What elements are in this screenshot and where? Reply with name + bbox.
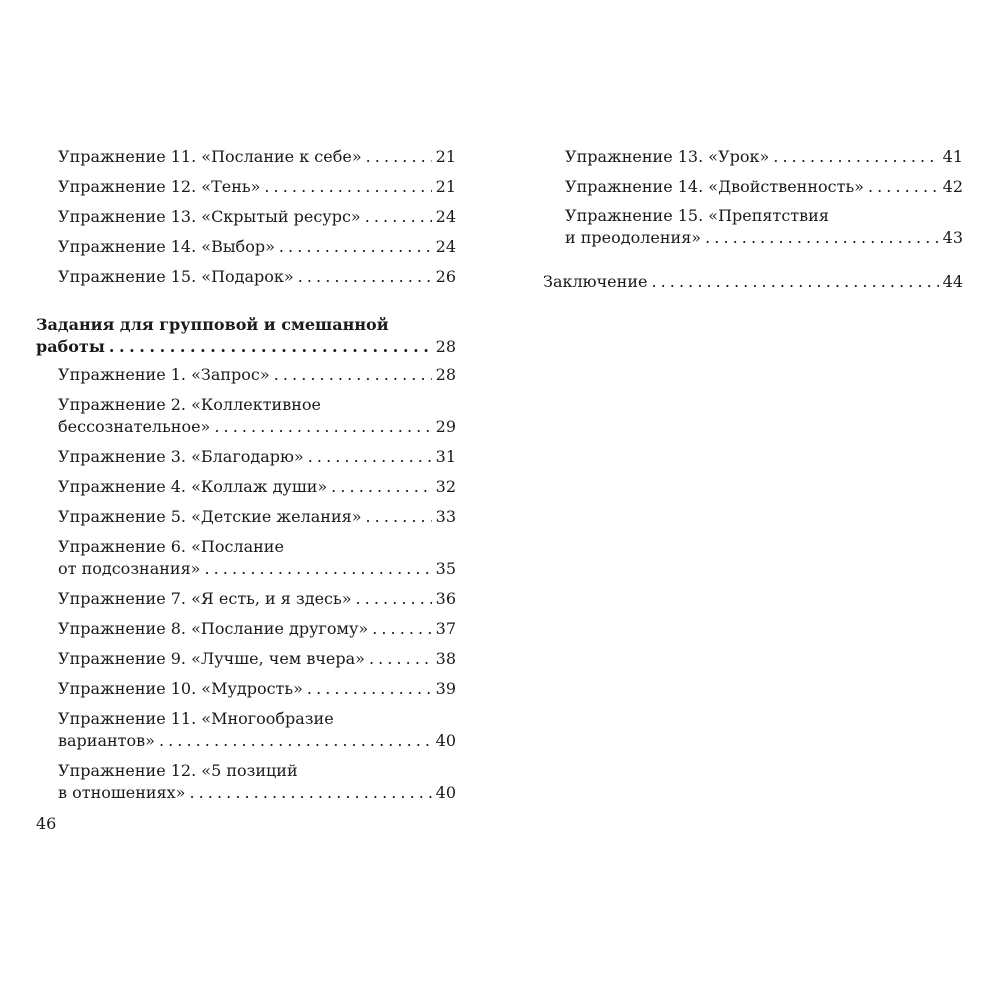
- toc-entry: [565, 205, 963, 249]
- toc-entry: [58, 394, 456, 438]
- toc-entry: [58, 364, 456, 386]
- toc-page-number: 21: [435, 177, 456, 196]
- toc-entry: [58, 446, 456, 468]
- toc-page-number: 21: [435, 147, 456, 166]
- dot-leader: [189, 782, 431, 804]
- dot-leader: [868, 176, 939, 198]
- toc-entry-title: бессознательное»: [58, 417, 211, 436]
- toc-entry-title: Задания для групповой и смешанной: [36, 315, 389, 334]
- dot-leader: [204, 558, 431, 580]
- toc-entry-title: Упражнение 4. «Коллаж души»: [58, 477, 328, 496]
- toc-entry-title: Упражнение 11. «Послание к себе»: [58, 147, 362, 166]
- toc-page-number: 33: [435, 507, 456, 526]
- toc-entry-title: Упражнение 13. «Урок»: [565, 147, 770, 166]
- toc-entry: [58, 206, 456, 228]
- toc-entry: [58, 536, 456, 580]
- toc-entry: [58, 678, 456, 700]
- toc-entry: [58, 760, 456, 804]
- dot-leader: [356, 588, 432, 610]
- toc-entry-title: Упражнение 11. «Многообразие: [58, 709, 334, 728]
- toc-entry-title: Заключение: [543, 272, 648, 291]
- toc-page-number: 40: [435, 731, 456, 750]
- dot-leader: [372, 618, 431, 640]
- dot-leader: [366, 506, 432, 528]
- toc-page-number: 26: [435, 267, 456, 286]
- toc-page-number: 28: [435, 337, 456, 356]
- dot-leader: [651, 271, 938, 293]
- toc-entry: [58, 476, 456, 498]
- toc-entry: [58, 266, 456, 288]
- toc-page-number: 32: [435, 477, 456, 496]
- toc-entry-title: Упражнение 1. «Запрос»: [58, 365, 270, 384]
- page-number: 46: [36, 814, 57, 833]
- toc-entry-title: от подсознания»: [58, 559, 201, 578]
- toc-entry-title: Упражнение 6. «Послание: [58, 537, 284, 556]
- toc-page-number: 31: [435, 447, 456, 466]
- toc-entry-title: Упражнение 13. «Скрытый ресурс»: [58, 207, 361, 226]
- toc-entry-title: вариантов»: [58, 731, 155, 750]
- toc-page-number: 29: [435, 417, 456, 436]
- toc-entry: [58, 236, 456, 258]
- toc-entry: [58, 588, 456, 610]
- toc-page-number: 37: [435, 619, 456, 638]
- dot-leader: [109, 336, 432, 358]
- dot-leader: [773, 146, 938, 168]
- toc-entry-title: Упражнение 7. «Я есть, и я здесь»: [58, 589, 352, 608]
- dot-leader: [308, 446, 432, 468]
- toc-page-number: 24: [435, 237, 456, 256]
- toc-entry-title: и преодоления»: [565, 228, 702, 247]
- toc-entry-title: Упражнение 5. «Детские желания»: [58, 507, 362, 526]
- toc-entry: [58, 648, 456, 670]
- toc-page-number: 42: [942, 177, 963, 196]
- toc-page-number: 44: [942, 272, 963, 291]
- toc-page-number: 35: [435, 559, 456, 578]
- dot-leader: [366, 146, 432, 168]
- toc-entry: [58, 176, 456, 198]
- dot-leader: [331, 476, 431, 498]
- toc-entry-title: Упражнение 3. «Благодарю»: [58, 447, 304, 466]
- toc-entry: [565, 146, 963, 168]
- toc-entry-title: Упражнение 12. «Тень»: [58, 177, 261, 196]
- dot-leader: [705, 227, 939, 249]
- toc-entry-title: Упражнение 2. «Коллективное: [58, 395, 321, 414]
- dot-leader: [274, 364, 432, 386]
- dot-leader: [369, 648, 432, 670]
- toc-entry-title: Упражнение 14. «Двойственность»: [565, 177, 864, 196]
- toc-entry-title: Упражнение 12. «5 позиций: [58, 761, 298, 780]
- toc-entry-title: Упражнение 15. «Подарок»: [58, 267, 294, 286]
- dot-leader: [298, 266, 432, 288]
- toc-page-number: 41: [942, 147, 963, 166]
- toc-page-number: 28: [435, 365, 456, 384]
- toc-entry-title: работы: [36, 337, 105, 356]
- toc-entry-title: Упражнение 15. «Препятствия: [565, 206, 829, 225]
- toc-entry: [543, 271, 963, 293]
- toc-page-number: 38: [435, 649, 456, 668]
- toc-page-number: 24: [435, 207, 456, 226]
- dot-leader: [279, 236, 432, 258]
- dot-leader: [159, 730, 432, 752]
- toc-entry: [58, 506, 456, 528]
- toc-entry: [58, 708, 456, 752]
- dot-leader: [214, 416, 431, 438]
- toc-entry: [565, 176, 963, 198]
- dot-leader: [307, 678, 432, 700]
- toc-entry: [58, 146, 456, 168]
- toc-page-number: 39: [435, 679, 456, 698]
- dot-leader: [264, 176, 431, 198]
- dot-leader: [365, 206, 432, 228]
- toc-entry: [58, 618, 456, 640]
- toc-page-number: 43: [942, 228, 963, 247]
- toc-entry: [36, 314, 456, 358]
- toc-entry-title: в отношениях»: [58, 783, 186, 802]
- toc-page-number: 40: [435, 783, 456, 802]
- toc-entry-title: Упражнение 9. «Лучше, чем вчера»: [58, 649, 365, 668]
- toc-page-number: 36: [435, 589, 456, 608]
- toc-entry-title: Упражнение 10. «Мудрость»: [58, 679, 303, 698]
- toc-entry-title: Упражнение 8. «Послание другому»: [58, 619, 369, 638]
- toc-entry-title: Упражнение 14. «Выбор»: [58, 237, 275, 256]
